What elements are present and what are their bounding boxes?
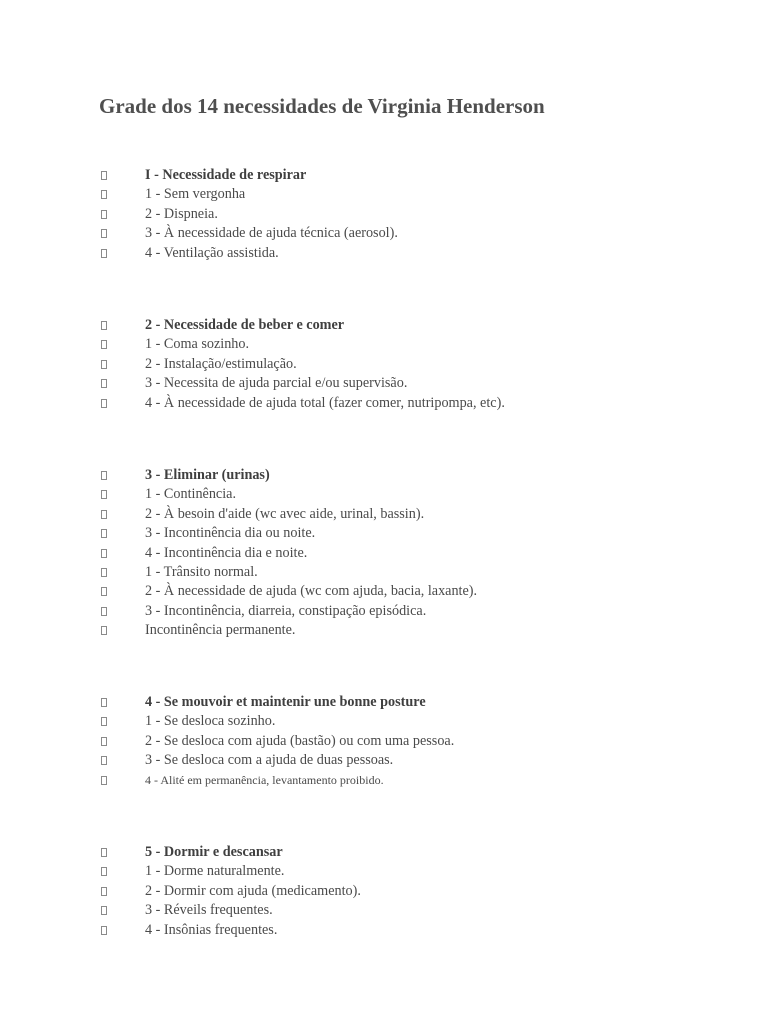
list-item <box>0 505 768 524</box>
list-item <box>0 732 768 751</box>
bullet-box-icon <box>101 471 107 480</box>
list-item <box>0 224 768 243</box>
list-item-text: 1 - Continência. <box>145 486 237 503</box>
bullet-box-icon <box>101 229 107 238</box>
section-heading-text: I - Necessidade de respirar <box>145 167 307 183</box>
list-item-text: 1 - Sem vergonha <box>145 186 246 203</box>
bullet-box-icon <box>101 906 107 915</box>
list-item <box>0 621 768 640</box>
list-item <box>0 563 768 582</box>
section-heading-text: 5 - Dormir e descansar <box>145 844 283 860</box>
bullet-box-icon <box>101 848 107 857</box>
list-item <box>0 882 768 901</box>
section-heading <box>0 316 768 335</box>
list-item <box>0 602 768 621</box>
bullet-box-icon <box>101 490 107 499</box>
bullet-box-icon <box>101 867 107 876</box>
bullet-box-icon <box>101 360 107 369</box>
list-item-text: 2 - Dispneia. <box>145 205 218 222</box>
section-heading-text: 3 - Eliminar (urinas) <box>145 467 270 483</box>
list-item-text: 4 - Alité em permanência, levantamento proibido. <box>145 772 384 787</box>
bullet-box-icon <box>101 321 107 330</box>
list-item <box>0 712 768 731</box>
need-section <box>0 166 768 263</box>
list-item-text: 4 - Insônias frequentes. <box>145 921 278 938</box>
list-item-text: Incontinência permanente. <box>145 622 296 639</box>
need-section <box>0 466 768 641</box>
list-item <box>0 355 768 374</box>
list-item <box>0 771 768 790</box>
list-item-text: 4 - À necessidade de ajuda total (fazer comer, nutripompa, etc). <box>145 394 505 411</box>
list-item-text: 4 - Incontinência dia e noite. <box>145 544 308 561</box>
bullet-box-icon <box>101 626 107 635</box>
section-heading <box>0 466 768 485</box>
bullet-box-icon <box>101 340 107 349</box>
list-item-text: 3 - Se desloca com a ajuda de duas pessoas. <box>145 752 394 769</box>
list-item-text: 3 - À necessidade de ajuda técnica (aerosol). <box>145 225 398 242</box>
list-item-text: 3 - Incontinência, diarreia, constipação episódica. <box>145 602 427 619</box>
bullet-box-icon <box>101 756 107 765</box>
list-item <box>0 394 768 413</box>
list-item-text: 1 - Dorme naturalmente. <box>145 863 285 880</box>
list-item-text: 2 - À necessidade de ajuda (wc com ajuda, bacia, laxante). <box>145 583 478 600</box>
bullet-box-icon <box>101 379 107 388</box>
need-section <box>0 693 768 790</box>
list-item <box>0 524 768 543</box>
bullet-box-icon <box>101 210 107 219</box>
section-heading <box>0 693 768 712</box>
list-item <box>0 921 768 940</box>
bullet-box-icon <box>101 776 107 785</box>
list-item-text: 2 - À besoin d'aide (wc avec aide, urinal, bassin). <box>145 505 425 522</box>
bullet-box-icon <box>101 171 107 180</box>
list-item <box>0 544 768 563</box>
need-section <box>0 316 768 413</box>
list-item <box>0 244 768 263</box>
section-heading <box>0 166 768 185</box>
bullet-box-icon <box>101 717 107 726</box>
list-item <box>0 335 768 354</box>
list-item-text: 2 - Se desloca com ajuda (bastão) ou com uma pessoa. <box>145 732 455 749</box>
list-item <box>0 205 768 224</box>
bullet-box-icon <box>101 568 107 577</box>
list-item-text: 1 - Coma sozinho. <box>145 336 250 353</box>
list-item-text: 2 - Dormir com ajuda (medicamento). <box>145 882 361 899</box>
list-item-text: 4 - Ventilação assistida. <box>145 244 279 261</box>
list-item <box>0 751 768 770</box>
bullet-box-icon <box>101 698 107 707</box>
list-item <box>0 862 768 881</box>
list-item <box>0 582 768 601</box>
section-heading-text: 2 - Necessidade de beber e comer <box>145 317 345 333</box>
list-item <box>0 485 768 504</box>
bullet-box-icon <box>101 737 107 746</box>
section-heading <box>0 843 768 862</box>
section-heading-text: 4 - Se mouvoir et maintenir une bonne posture <box>145 694 426 710</box>
bullet-box-icon <box>101 249 107 258</box>
bullet-box-icon <box>101 529 107 538</box>
document-title: Grade dos 14 necessidades de Virginia Henderson <box>99 94 545 118</box>
list-item <box>0 374 768 393</box>
bullet-box-icon <box>101 549 107 558</box>
list-item <box>0 185 768 204</box>
bullet-box-icon <box>101 887 107 896</box>
bullet-box-icon <box>101 510 107 519</box>
bullet-box-icon <box>101 190 107 199</box>
list-item <box>0 901 768 920</box>
bullet-box-icon <box>101 587 107 596</box>
list-item-text: 1 - Se desloca sozinho. <box>145 713 276 730</box>
bullet-box-icon <box>101 607 107 616</box>
list-item-text: 3 - Réveils frequentes. <box>145 902 273 919</box>
bullet-box-icon <box>101 926 107 935</box>
list-item-text: 1 - Trânsito normal. <box>145 563 258 580</box>
bullet-box-icon <box>101 399 107 408</box>
list-item-text: 2 - Instalação/estimulação. <box>145 355 297 372</box>
need-section <box>0 843 768 940</box>
list-item-text: 3 - Incontinência dia ou noite. <box>145 525 316 542</box>
list-item-text: 3 - Necessita de ajuda parcial e/ou supervisão. <box>145 375 408 392</box>
